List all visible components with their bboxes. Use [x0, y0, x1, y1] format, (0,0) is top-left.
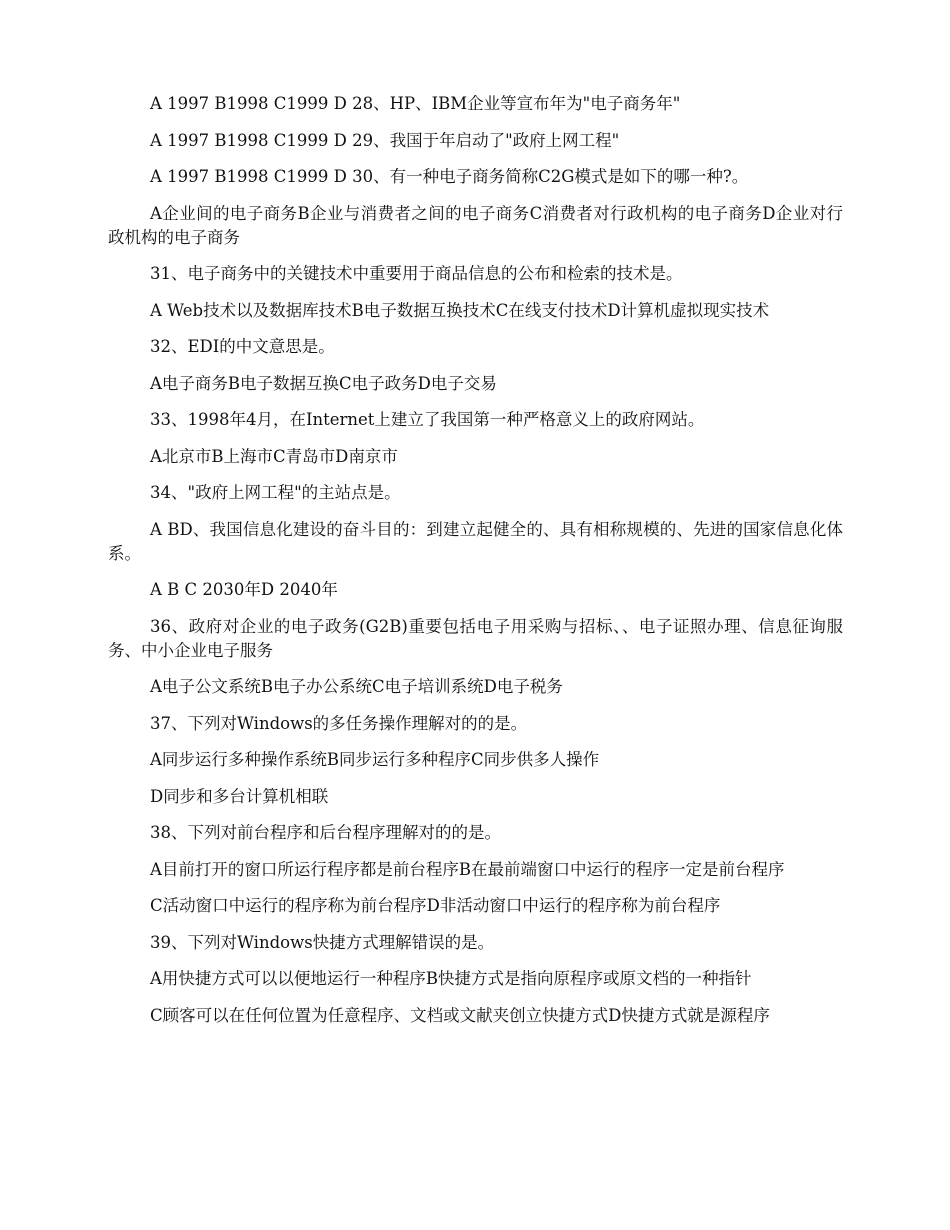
question-37: 37、下列对Windows的多任务操作理解对的的是。	[150, 713, 528, 733]
answers-36: A电子公文系统B电子办公系统C电子培训系统D电子税务	[150, 677, 563, 696]
answers-37-a: A同步运行多种操作系统B同步运行多种程序C同步供多人操作	[150, 750, 600, 769]
line-29-options: A 1997 B1998 C1999 D 29、我国于年启动了"政府上网工程"	[150, 130, 620, 150]
line-28-options: A 1997 B1998 C1999 D 28、HP、IBM企业等宣布年为"电子商务年"	[150, 94, 681, 113]
answers-33: A北京市B上海市C青岛市D南京市	[150, 446, 398, 466]
answers-31: A Web技术以及数据库技术B电子数据互换技术C在线支付技术D计算机虚拟现实技术	[150, 300, 770, 320]
question-31: 31、电子商务中的关键技术中重要用于商品信息的公布和检索的技术是。	[150, 264, 683, 283]
answers-39-b: C顾客可以在任何位置为任意程序、文档或文献夹创立快捷方式D快捷方式就是源程序	[150, 1005, 770, 1025]
line-30-options: A 1997 B1998 C1999 D 30、有一种电子商务简称C2G模式是如下的哪一种?。	[150, 167, 749, 186]
answers-35: A B C 2030年D 2040年	[150, 580, 338, 599]
answers-39-a: A用快捷方式可以以便地运行一种程序B快捷方式是指向原程序或原文档的一种指针	[150, 969, 752, 988]
document-page	[108, 92, 843, 1040]
question-33: 33、1998年4月，在Internet上建立了我国第一种严格意义上的政府网站。	[150, 410, 705, 429]
question-36: 36、政府对企业的电子政务(G2B)重要包括电子用采购与招标、、电子证照办理、信息征询服务、中小企业电子服务	[108, 616, 843, 660]
question-39: 39、下列对Windows快捷方式理解错误的是。	[150, 932, 495, 952]
question-34: 34、"政府上网工程"的主站点是。	[150, 483, 401, 502]
answers-37-b: D同步和多台计算机相联	[150, 786, 329, 806]
question-35: A BD、我国信息化建设的奋斗目的：到建立起健全的、具有相称规模的、先进的国家信息化体系。	[108, 519, 843, 563]
answers-38-a: A目前打开的窗口所运行程序都是前台程序B在最前端窗口中运行的程序一定是前台程序	[150, 859, 785, 879]
question-32: 32、EDI的中文意思是。	[150, 337, 335, 356]
question-38: 38、下列对前台程序和后台程序理解对的的是。	[150, 823, 501, 842]
answers-32: A电子商务B电子数据互换C电子政务D电子交易	[150, 373, 497, 393]
line-30-answers: A企业间的电子商务B企业与消费者之间的电子商务C消费者对行政机构的电子商务D企业对行政机构的电子商务	[108, 203, 843, 247]
answers-38-b: C活动窗口中运行的程序称为前台程序D非活动窗口中运行的程序称为前台程序	[150, 896, 721, 915]
